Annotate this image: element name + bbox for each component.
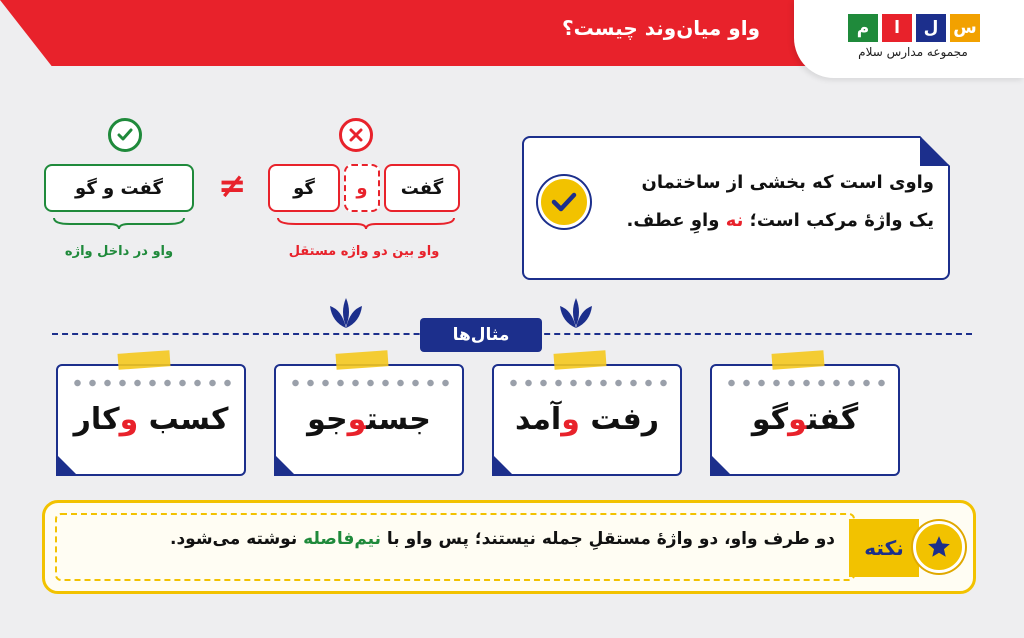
logo-subtitle: مجموعه مدارس سلام <box>858 45 968 59</box>
tape <box>336 350 389 370</box>
tape <box>772 350 825 370</box>
definition-card <box>522 136 950 280</box>
caption-inside-word: واو در داخل واژه <box>64 244 174 259</box>
leaf-icon <box>326 296 366 330</box>
page-title: واو میان‌وند چیست؟ <box>562 16 760 40</box>
star-icon <box>913 521 965 573</box>
check-badge-icon <box>538 176 590 228</box>
logo-letter: ا <box>882 14 912 42</box>
note-label: نکته <box>849 519 919 577</box>
logo-letter: م <box>848 14 878 42</box>
tape <box>118 350 171 370</box>
note-box <box>42 500 976 594</box>
definition-line-1: واوی است که بخشی از ساختمان <box>641 172 934 193</box>
definition-emphasis: نه <box>725 210 744 231</box>
cross-icon <box>339 118 373 152</box>
not-equal-sign: ≠ <box>218 166 247 206</box>
caption-independent: واو بین دو واژه مستقل <box>288 244 440 259</box>
logo-letter: س <box>950 14 980 42</box>
example-card: گفتوگو <box>710 364 900 476</box>
definition-line-2: یک واژۀ مرکب است؛ نه واوِ عطف. <box>626 210 934 231</box>
word-box-gofte: گفت <box>384 164 460 212</box>
example-card: جستوجو <box>274 364 464 476</box>
tape <box>554 350 607 370</box>
leaf-icon <box>556 296 596 330</box>
word-box-go: گو <box>268 164 340 212</box>
definition-text <box>604 164 934 240</box>
example-card: کسب وکار <box>56 364 246 476</box>
bracket-green <box>52 216 186 230</box>
note-text: دو طرف واو، دو واژۀ مستقلِ جمله نیستند؛ پس واو با نیم‌فاصله نوشته می‌شود. <box>170 529 835 549</box>
word-box-compound: گفت و گو <box>44 164 194 212</box>
examples-label: مثال‌ها <box>420 318 542 352</box>
bracket-red <box>276 216 456 230</box>
logo-letter: ل <box>916 14 946 42</box>
example-card: رفت وآمد <box>492 364 682 476</box>
word-box-waw: و <box>344 164 380 212</box>
check-icon <box>108 118 142 152</box>
